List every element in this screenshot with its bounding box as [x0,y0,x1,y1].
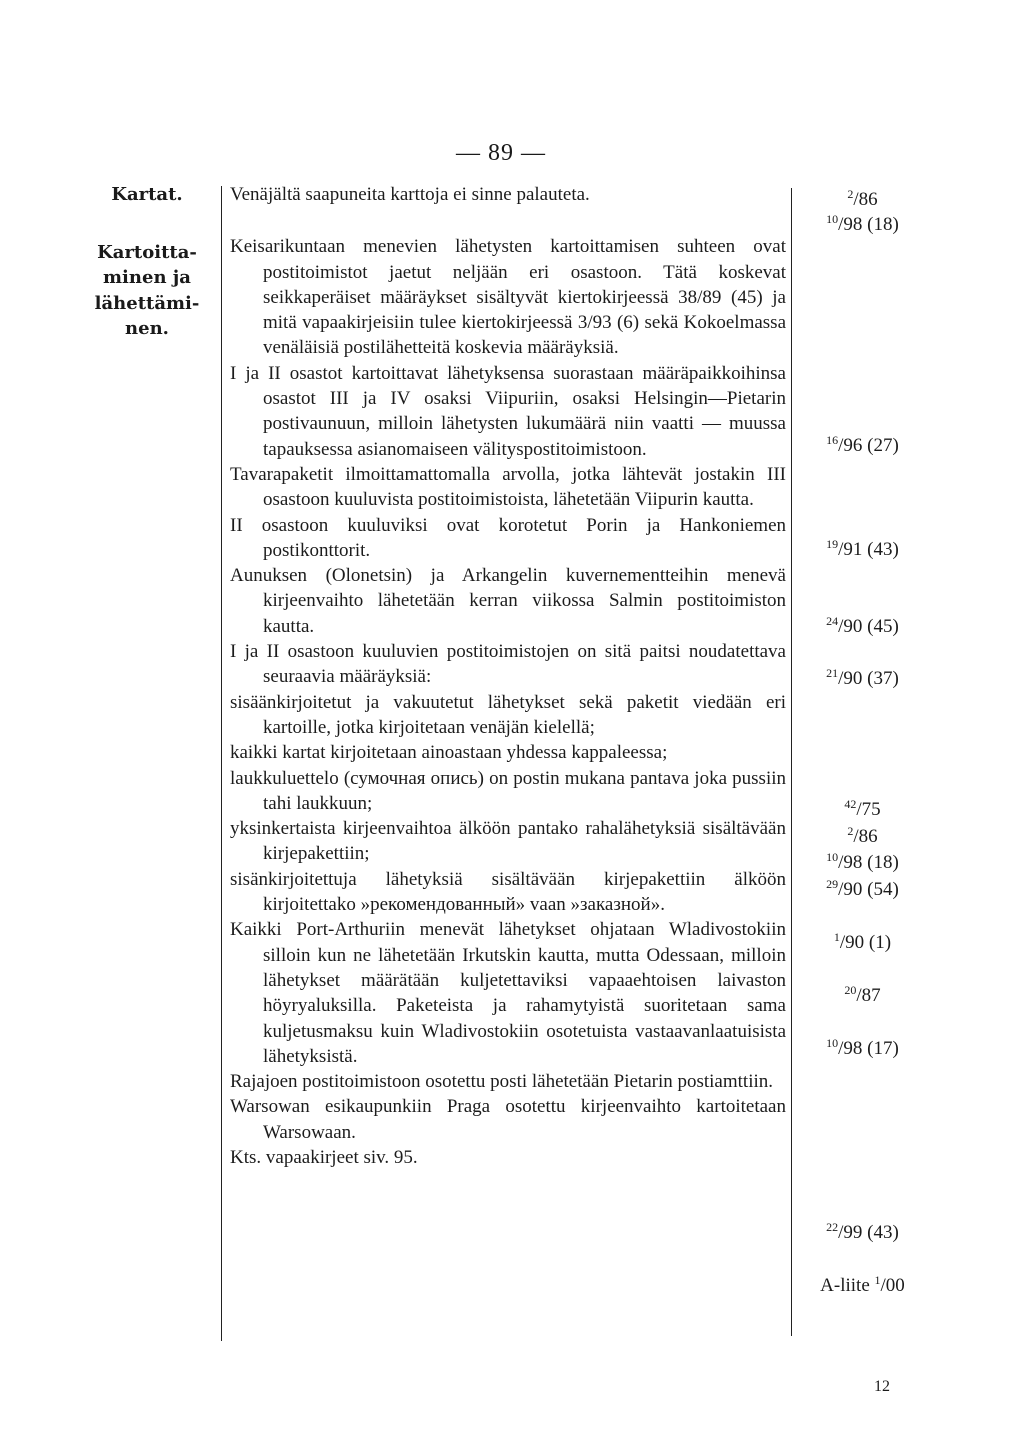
entry-paragraph: laukkuluettelo (сумочная опись) on postin mukana pantava joka pussiin tahi laukkuun; [230,767,786,814]
reference: $^2$/86 [847,824,878,847]
sheet-mark: 12 [874,1378,890,1395]
entry-paragraph: I ja II osastoon kuuluvien postitoimistojen on sitä paitsi noudatettava seuraavia määräyksiä: [230,641,786,688]
reference: $^{20}$/87 [844,983,881,1006]
entry-paragraph: sisänkirjoitettuja lähetyksiä sisältävään kirjepakettiin älköön kirjoitettako »рекомендованный» vaan »заказной». [230,868,786,916]
entry-paragraph: I ja II osastot kartoittavat lähetyksensa suorastaan määräpaikkoihinsa osastot III ja IV osaksi Viipuriin, osaksi Helsingin—Pietarin postivaunuun, milloin lähetysten lukumäärä niin vaatti — muussa tapauksessa asianomaiseen välityspostitoimistoon. [230,362,786,460]
reference: $^{19}$/91 (43) [826,537,899,560]
page-number: — 89 — [456,140,546,166]
entry-paragraph: Kts. vapaakirjeet siv. 95. [230,1146,418,1168]
reference: $^{24}$/90 (45) [826,614,899,637]
reference: $^1$/90 (1) [833,930,892,953]
entry-paragraph: sisäänkirjoitetut ja vakuutetut lähetykset sekä paketit viedään eri kartoille, jotka kirjoitetaan venäjän kielellä; [230,691,786,738]
reference: A-liite $^1$/00 [820,1273,905,1296]
left-column-rule [221,186,222,1341]
entry-paragraph: Aunuksen (Olonetsin) ja Arkangelin kuvernementteihin menevä kirjeenvaihto lähetetään kerran viikossa Salmin postitoimiston kautta. [230,565,786,637]
margin-notes [80,182,214,342]
margin-heading-maps: Kartat. [111,184,183,205]
entry-paragraph: Warsowan esikaupunkiin Praga osotettu kirjeenvaihto kartoitetaan Warsowaan. [230,1096,786,1143]
entry-paragraph: Venäjältä saapuneita karttoja ei sinne palauteta. [230,184,590,205]
reference: $^2$/86 [847,187,878,210]
entry-paragraph: Keisarikuntaan menevien lähetysten kartoittamisen suhteen ovat postitoimistot jaetut neljään eri osastoon. Tätä koskevat seikkaperäiset määräykset sisältyvät kiertokirjeessä 38/89 (45) ja mitä vapaakirjeisiin tulee kiertokirjeessä 3/93 (6) sekä Kokoelmassa venäläisiä postilähetteitä koskevia määräyksiä. [230,236,786,359]
entry-paragraph: II osastoon kuuluviksi ovat korotetut Porin ja Hankoniemen postikonttorit. [230,514,786,561]
entry-paragraph: Kaikki Port-Arthuriin menevät lähetykset ohjataan Wladivostokiin silloin kun ne lähetetään Irkutskin kautta, mutta Odessaan, milloin lähetykset määrätään kuljetettaviksi vapaaehtoisen laivaston höyryaluksilla. Paketeista ja rahamytyistä suoritetaan sama kuljetusmaksu kuin Wladivostokiin osotetuista vastaavanlaatuisista lähetyksistä. [230,919,786,1067]
reference: $^{10}$/98 (17) [826,1036,899,1059]
entry-paragraph: Rajajoen postitoimistoon osotettu posti lähetetään Pietarin postiamttiin. [230,1071,774,1093]
entry-paragraph: yksinkertaista kirjeenvaihtoa älköön pantako rahalähetyksiä sisältävään kirjepakettiin; [230,818,786,865]
reference: $^{42}$/75 [844,797,881,820]
reference: $^{10}$/98 (18) [826,850,899,873]
entry-paragraph: Tavarapaketit ilmoittamattomalla arvolla, jotka lähtevät jostakin III osastoon kuuluvista postitoimistoista, lähetetään Viipurin kautta. [230,463,786,511]
reference: $^{21}$/90 (37) [826,666,899,689]
body-text [230,182,786,1170]
margin-heading-sorting: Kartoitta-minen ja lähettämi-nen. [94,241,200,339]
reference: $^{10}$/98 (18) [826,212,899,235]
entry-paragraph: kaikki kartat kirjoitetaan ainoastaan yhdessa kappaleessa; [230,742,668,764]
right-column-rule [791,188,792,1336]
reference: $^{16}$/96 (27) [826,433,899,456]
reference: $^{22}$/99 (43) [826,1220,899,1243]
reference: $^{29}$/90 (54) [826,877,899,900]
